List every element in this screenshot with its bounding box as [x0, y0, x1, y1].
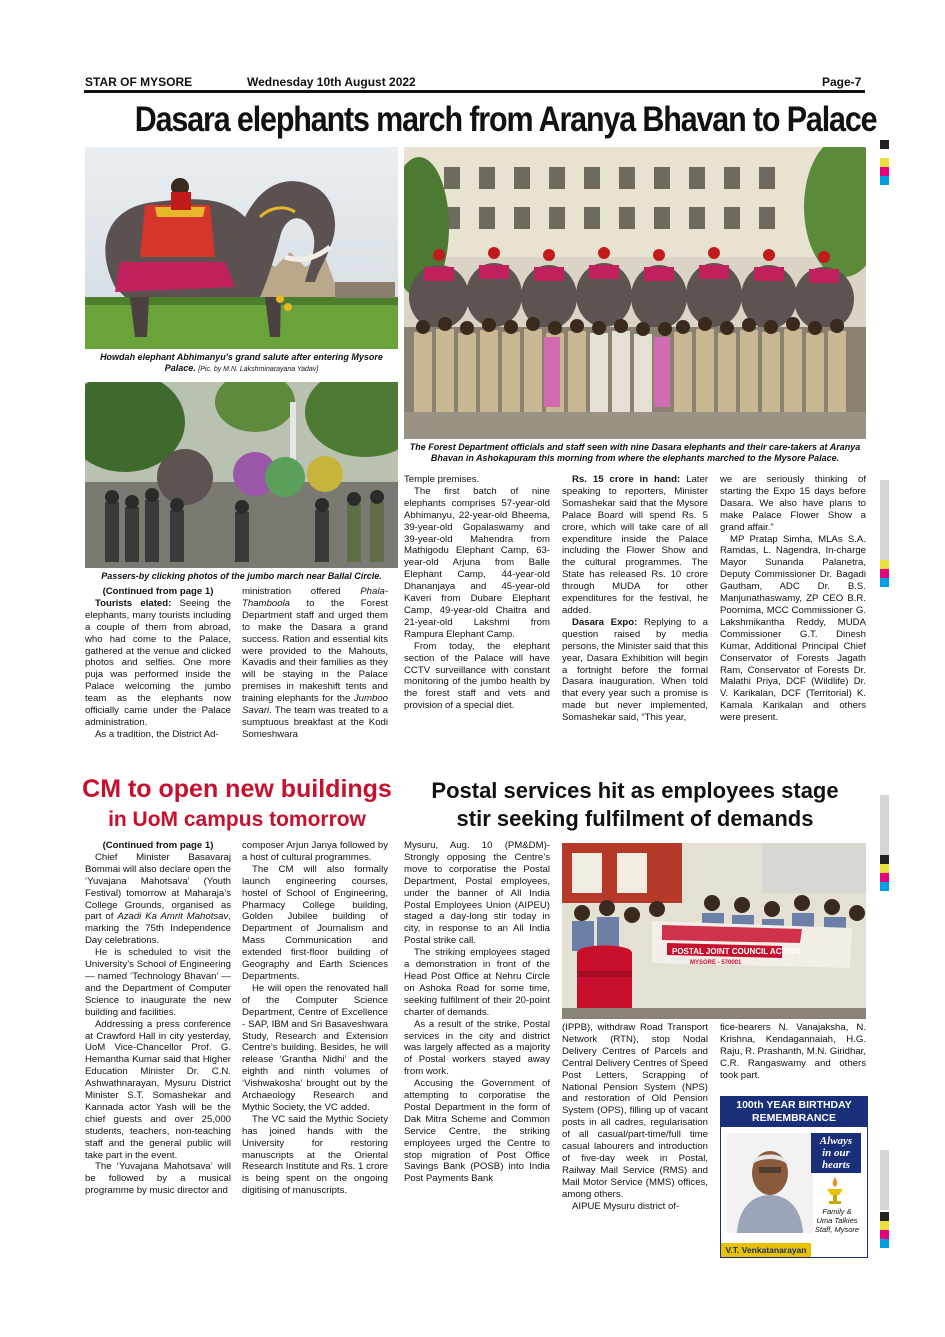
birthday-remembrance-ad [720, 1096, 868, 1258]
paragraph: The VC said the Mythic Society has joined hands with the University for restoring manuscripts at the Oriental Research Institute and Rs. 1 crore is being spent on the ongoing digitising of manuscripts. [242, 1113, 388, 1197]
photo-credit: [Pic. by M.N. Lakshminarayana Yadav] [198, 366, 319, 373]
forest-department-group-photo [404, 147, 866, 439]
paragraph: As a tradition, the District Ad- [95, 728, 219, 740]
cm-headline-line2: in UoM campus tomorrow [108, 808, 366, 831]
ad-title-line2: REMEMBRANCE [752, 1112, 836, 1124]
continued-note: (Continued from page 1) [102, 586, 214, 597]
color-registration-marks-3 [880, 855, 889, 891]
paragraph: The CM will also formally launch engineering courses, hostel of School of Engineering, Pharmacy College building, Golden Jubilee building of Department of Journalism and Mass Communication and extended first-floor building of Geography and Earth Sciences Departments. [242, 863, 388, 982]
grey-bar-1 [880, 480, 889, 560]
abhimanyu-photo-caption [85, 352, 398, 375]
paragraph: He will open the renovated hall of the Computer Science Department, Centre of Excellence - SAP, IBM and Sri Basaveshwara Study, Research and Extension Centre’s building. Besides, he will release ‘Grantha Nidhi’ and the eighth and ninth volumes of ‘Vishwakosha’ brought out by the Archaeology Research and Mythic Society, the VC added. [242, 982, 388, 1113]
grey-bar-2 [880, 795, 889, 855]
paragraph: (IPPB), withdraw Road Transport Network (RTN), stop Nodal Delivery Centres of Parcels and Central Delivery Centres of Speed Post Letters, Scrapping of National Pension System (NPS) and restoration of Old Pension System (OPS), filling up of vacant posts in all cadres, regularisation of all casual/part-time/full time casual labourers and introduction of five-day week in Postal, Railway Mail Service (RMS) and Mail Motor Service (MMS) offices, among others. [562, 1022, 708, 1200]
main-headline: Dasara elephants march from Aranya Bhavan to Palace [134, 100, 877, 139]
ad-from: Family & Uma Talkies Staff, Mysore [814, 1207, 860, 1234]
banner-text-1: POSTAL JOINT COUNCIL ACTION [672, 947, 801, 956]
color-registration-marks-4 [880, 1212, 889, 1248]
abhimanyu-salute-photo [85, 147, 398, 349]
subhead-rs15crore: Rs. 15 crore in hand: [572, 474, 681, 485]
paragraph: The striking employees staged a demonstration in front of the Head Post Office at Nehru Circle on Ashoka Road for some time, seeking fulfilment of their 20-point charter of demands. [404, 947, 550, 1018]
paragraph: ministration offered Phala-Thamboola to the Forest Department staff and urged them to make the Dasara a grand success. Ration and essential kits were provided to the Mahouts, Kavadis and their families as they will be staying in the Palace premises in makeshift tents and training elephants for the Jumboo Savari. The team was treated to a sumptuous breakfast at the Kodi Someshwara [242, 586, 388, 740]
cm-headline-line1: CM to open new buildings [82, 775, 392, 803]
paragraph: Addressing a press conference at Crawford Hall in city yesterday, UoM Vice-Chancellor Prof. G. Hemantha Kumar said that Higher Education Minister Dr. C.N. Ashwathnarayan, Mysuru District Minister S.T. Somashekar and Kannada actor Yash will be the chief guests and over 25,000 students, teachers, non-teaching staff and the general public will take part in the event. [85, 1018, 231, 1161]
page-number: Page-7 [822, 75, 862, 89]
lamp-icon [825, 1177, 845, 1205]
subhead-dasara-expo: Dasara Expo: [572, 616, 638, 628]
top-rule [84, 90, 865, 93]
passersby-caption: Passers-by clicking photos of the jumbo march near Ballal Circle. [101, 571, 382, 581]
elephant-story-column-5 [720, 474, 866, 724]
abhimanyu-caption-text: Howdah elephant Abhimanyu's grand salute after entering Mysore Palace. [100, 352, 383, 373]
paragraph: Temple premises. [404, 474, 480, 485]
paragraph: Dasara Expo: Replying to a question raised by media persons, the Minister said that this year, Dasara Exhibition will begin a fortnight before the formal Dasara inauguration. When told that every year such a promise is made but never implemented, Somashekar said, “This year, [562, 616, 708, 724]
postal-story-column-3 [720, 1022, 866, 1082]
paragraph: He is scheduled to visit the University’s School of Engineering — named ‘Technology Bhavan’ — and the Department of Computer Science to inaugurate the new building and facilities. [85, 947, 231, 1018]
ad-title-line1: 100th YEAR BIRTHDAY [736, 1099, 852, 1111]
color-registration-marks-2 [880, 560, 889, 587]
paragraph: The ‘Yuvajana Mahotsava’ will be followed by a musical programme by music director and [85, 1161, 231, 1197]
grey-bar-3 [880, 1150, 889, 1210]
paragraph: Tourists elated: Seeing the elephants, many tourists including a couple of them from abroad, who had come to the Palace, gathered at the venue and clicked photos and selfies. One more puja was performed inside the Palace welcoming the jumbo team as the elephants now officially came under the Palace administration. [85, 597, 231, 728]
cm-story-column-1 [85, 840, 231, 1197]
banner-text-2: MYSORE - 570001 [690, 960, 742, 966]
elephant-story-column-4 [562, 474, 708, 724]
elephant-story-column-1 [85, 586, 231, 741]
ad-name: V.T. Venkatanarayan [721, 1243, 811, 1257]
paragraph: Mysuru, Aug. 10 (PM&DM)- Strongly opposing the Centre’s move to corporatise the Postal Department, Postal employees, under the banner of All India Postal Employees Union (AIPEU) staged a day-long stir today in city, in response to an All India Postal strike call. [404, 840, 550, 947]
ad-tagline-box: Always in our hearts [811, 1133, 861, 1173]
passersby-photo [85, 382, 398, 568]
postal-story-column-1 [404, 840, 550, 1185]
paragraph: Chief Minister Basavaraj Bommai will also declare open the ‘Yuvajana Mahotsava’ (Youth Festival) tomorrow at Maharaja’s College Grounds, organised as part of Azadi Ka Amrit Mahotsav, marking the 75th Independence Day celebrations. [85, 851, 231, 947]
paragraph: AIPUE Mysuru district of- [572, 1200, 680, 1212]
subhead-tourists: Tourists elated: [95, 597, 172, 609]
ad-header [721, 1097, 867, 1127]
paragraph: Accusing the Government of attempting to corporatise the Postal Department in the form of Dak Mitra Scheme and Common Service Centre, the striking employees urged the Centre to stop migration of Post Office Savings Bank (POSB) into India Post Payments Bank [404, 1078, 550, 1185]
paragraph: we are seriously thinking of starting the Expo 15 days before Dasara. We also have plans to make Palace Flower Show a grand affair.” [720, 474, 866, 533]
cm-story-column-2 [242, 840, 388, 1197]
paragraph: As a result of the strike, Postal services in the city and district was largely affected as a majority of Postal workers stayed away from work. [404, 1018, 550, 1078]
paragraph: The first batch of nine elephants comprises 57-year-old Abhimanyu, 22-year-old Bheema, 39-year-old Gopalaswamy and 39-year-old Mahendra from Mathigodu Elephant Camp, 63-year-old Arjuna from Balle Elephant Camp, 44-year-old Dhananjaya and 45-year-old Kaveri from Dubare Elephant Camp, 49-year-old Chaitra and 21-year-old Lakshmi from Rampura Elephant Camp. [404, 485, 550, 640]
paragraph: fice-bearers N. Vanajaksha, N. Krishna, Kendagannaiah, H.G. Raju, R. Prashanth, M.N. Giridhar, C.R. Rangaswamy and others took part. [720, 1022, 866, 1081]
issue-date: Wednesday 10th August 2022 [247, 75, 416, 89]
color-registration-marks-1 [880, 140, 889, 185]
postal-headline-line1: Postal services hit as employees stage [431, 778, 839, 803]
postal-story-column-2 [562, 1022, 708, 1213]
portrait [727, 1133, 813, 1233]
ad-body [721, 1127, 867, 1239]
paragraph: MP Pratap Simha, MLAs S.A. Ramdas, L. Nagendra, In-charge Mayor Sunanda Palanetra, Deputy Commissioner Dr. Bagadi Gautham, ADC Dr. B.S. Manjunathaswamy, ZP CEO B.R. Poornima, MCC Commissioner G. Lakshmikantha Reddy, MUDA Commissioner G.T. Dinesh Kumar, Additional Principal Chief Conservator of Forests Jagath Ram, Conservator of Forests Dr. Malathi Priya, DCF (Wildlife) Dr. V. Karikalan, DCF (Territorial) K. Kamala Karikalan and others were present. [720, 533, 866, 724]
paragraph: composer Arjun Janya followed by a host of cultural programmes. [242, 840, 388, 863]
postal-headline-line2: stir seeking fulfilment of demands [456, 806, 814, 831]
elephant-story-column-2 [242, 586, 388, 741]
paragraph: From today, the elephant section of the Palace will have CCTV surveillance with constant monitoring of the jumbo health by the forest staff and vets and provision of a special diet. [404, 640, 550, 712]
postal-strike-photo [562, 843, 866, 1019]
group-photo-caption: The Forest Department officials and staff seen with nine Dasara elephants and their care-takers at Aranya Bhavan in Ashokapuram this morning from where the elephants marched to the Mysore Palace. [409, 442, 861, 463]
elephant-story-column-3 [404, 474, 550, 712]
paper-name: STAR OF MYSORE [85, 75, 193, 89]
paragraph: Rs. 15 crore in hand: Later speaking to reporters, Minister Somashekar said that the Mysore Palace Board will spend Rs. 5 crore, which will take care of all expenditure inside the Palace including the Flower Show and the cultural programmes. The State has released Rs. 10 crore through MUDA for other expenditures for the festival, he added. [562, 474, 708, 616]
continued-note: (Continued from page 1) [102, 840, 214, 851]
